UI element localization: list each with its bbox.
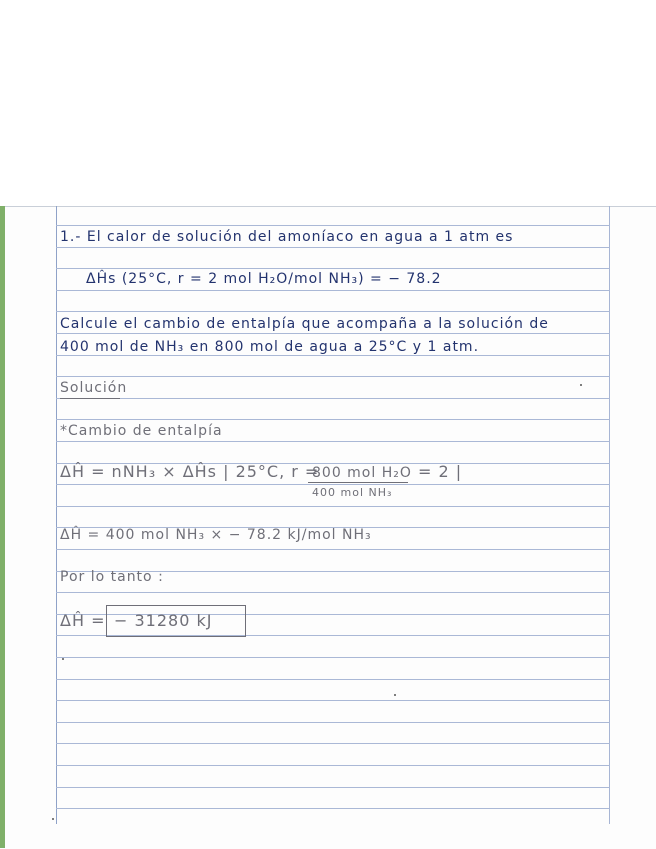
ruled-line	[56, 700, 610, 701]
solution-subheading: *Cambio de entalpía	[60, 423, 223, 439]
ruled-line	[56, 808, 610, 809]
ruled-line	[56, 592, 610, 593]
problem-equation: ΔĤs (25°C, r = 2 mol H₂O/mol NH₃) = − 78.2	[86, 271, 442, 287]
problem-statement-line-3: 400 mol de NH₃ en 800 mol de agua a 25°C y 1 atm.	[60, 339, 480, 355]
ruled-line	[56, 441, 610, 442]
ruled-line	[56, 679, 610, 680]
ruled-line	[56, 484, 610, 485]
stray-mark	[52, 818, 54, 820]
ruled-line	[56, 787, 610, 788]
ruled-line	[56, 549, 610, 550]
fraction-denominator: 400 mol NH₃	[312, 486, 393, 499]
ruled-line	[56, 398, 610, 399]
answer-value: − 31280 kJ	[114, 611, 213, 630]
problem-statement-line-1: 1.- El calor de solución del amoníaco en agua a 1 atm es	[60, 229, 514, 245]
scan-blank-area	[0, 0, 656, 206]
fraction-bar	[308, 482, 408, 483]
fraction-numerator: 800 mol H₂O	[312, 465, 412, 481]
ruled-line	[56, 333, 610, 334]
problem-statement-line-2: Calcule el cambio de entalpía que acompaña a la solución de	[60, 316, 549, 332]
ruled-line	[56, 355, 610, 356]
ruled-line	[56, 268, 610, 269]
page-edge	[0, 206, 5, 848]
ruled-line	[56, 722, 610, 723]
ruled-line	[56, 376, 610, 377]
enthalpy-calculation: ΔĤ = 400 mol NH₃ × − 78.2 kJ/mol NH₃	[60, 527, 372, 543]
ruled-line	[56, 657, 610, 658]
ruled-line	[56, 311, 610, 312]
heading-underline	[60, 398, 120, 399]
ruled-line	[56, 225, 610, 226]
answer-prefix: ΔĤ =	[60, 611, 106, 630]
ruled-line	[56, 247, 610, 248]
enthalpy-formula-left: ΔĤ = nNH₃ × ΔĤs | 25°C, r =	[60, 462, 320, 481]
stray-mark	[62, 658, 64, 660]
ruled-line	[56, 765, 610, 766]
ruled-line	[56, 419, 610, 420]
solution-heading: Solución	[60, 380, 128, 396]
margin-line	[56, 206, 57, 824]
therefore-label: Por lo tanto :	[60, 569, 164, 585]
ruled-line	[56, 506, 610, 507]
ruled-line	[56, 290, 610, 291]
ruled-line	[56, 743, 610, 744]
right-margin-line	[609, 206, 610, 824]
stray-mark	[580, 384, 582, 386]
enthalpy-formula-right: = 2 |	[418, 462, 463, 481]
stray-mark	[394, 694, 396, 696]
